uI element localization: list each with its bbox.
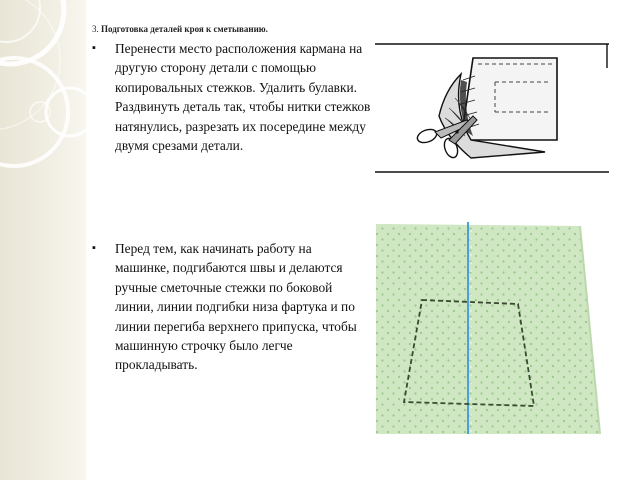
slide-title — [92, 24, 412, 34]
decorative-sidebar — [0, 0, 86, 480]
bullet-text: Перед тем, как начинать работу на машинке, подгибаются швы и делаются ручные сметочные стежки по боковой линии, линии подгибки низа фартука и по линии перегиба верхнего припуска, чтобы машинную строчку было легче прокладывать. — [115, 241, 357, 373]
bullet-marker: ▪ — [92, 42, 96, 54]
decorative-circles — [0, 0, 86, 480]
bullet-marker: ▪ — [92, 242, 96, 254]
scissors-cutting-illustration — [375, 40, 611, 176]
bullet-item-basting — [92, 239, 362, 375]
bullet-text: Перенести место расположения кармана на другую сторону детали с помощью копировальных стежков. Удалить булавки. Раздвинуть деталь так, чтобы нитки стежков натянулись, разрезать их посередине между двумя срезами детали. — [115, 41, 371, 154]
title-text: Подготовка деталей кроя к сметыванию. — [101, 24, 268, 34]
title-number: 3. — [92, 24, 99, 34]
bullet-item-copy-stitches — [92, 39, 377, 155]
basted-fabric-illustration — [374, 220, 602, 438]
